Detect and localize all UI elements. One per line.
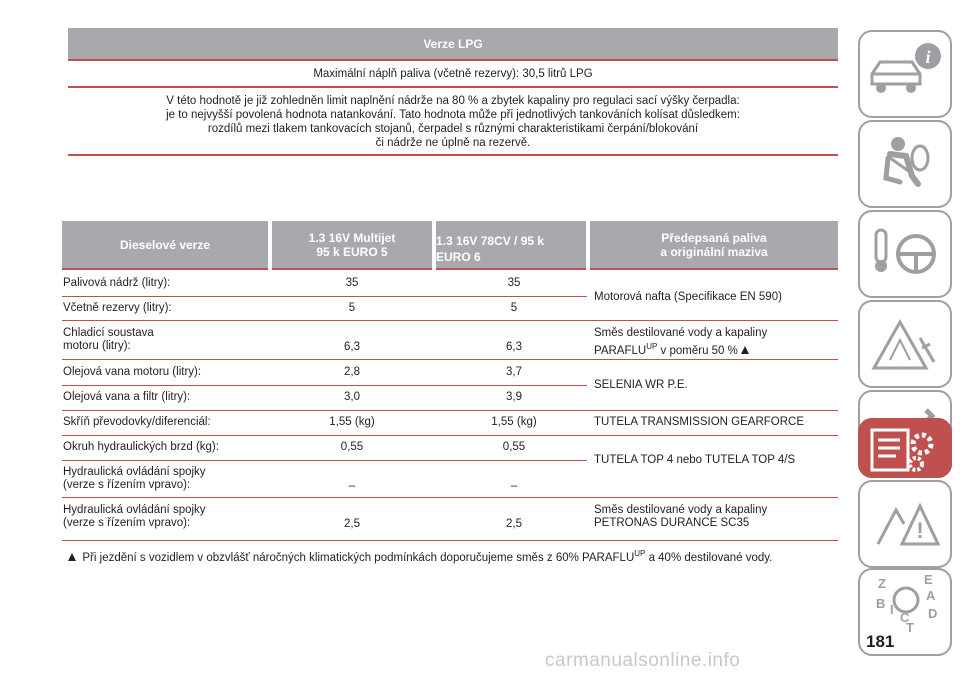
product-text: PARAFLU (594, 344, 647, 357)
row-label: Olejová vana a filtr (litry): (63, 391, 191, 403)
lpg-header: Verze LPG (68, 28, 838, 61)
row-value-euro6: 3,7 (506, 366, 522, 378)
lpg-note-line: V této hodnotě je již zohledněn limit naplnění nádrže na 80 % a zbytek kapaliny pro regulaci sací výšky čerpadla: (166, 95, 740, 107)
product-clutch (594, 504, 767, 530)
superscript: UP (634, 549, 646, 558)
row-divider (62, 497, 838, 498)
lpg-note-line: rozdílů mezi tlakem tankovacích stojanů, čerpadel s různými charakteristikami čerpání/blokování (207, 123, 699, 135)
car-info-icon[interactable] (858, 30, 952, 118)
index-letter: Z (878, 576, 886, 591)
row-label: Včetně rezervy (litry): (63, 302, 172, 314)
product-line: Směs destilované vody a kapaliny (594, 504, 768, 516)
index-letter: T (906, 620, 914, 635)
row-divider (62, 359, 838, 360)
row-divider (62, 540, 838, 541)
header-line: 95 k EURO 5 (316, 244, 388, 259)
row-value-euro6: 6,3 (506, 341, 522, 353)
row-value-multijet: 3,0 (344, 391, 360, 403)
row-divider (62, 385, 587, 386)
superscript: UP (646, 342, 658, 351)
row-value-multijet: – (348, 480, 356, 492)
row-value-multijet: 6,3 (344, 341, 360, 353)
row-label: Palivová nádrž (litry): (63, 277, 171, 289)
footnote-text: a 40% destilované vody. (645, 551, 773, 564)
row-divider (62, 320, 838, 321)
footnote-text: Při jezdění s vozidlem v obzvlášť náročných klimatických podmínkách doporučujeme směs z 60% PARAFLU (82, 551, 635, 564)
label-line: (verze s řízením vpravo): (63, 479, 191, 491)
svg-text:!: ! (916, 518, 924, 543)
row-value-euro6: 1,55 (kg) (491, 416, 537, 428)
warning-road-icon[interactable] (858, 300, 952, 388)
row-value-multijet: 2,8 (344, 366, 360, 378)
row-value-multijet: 2,5 (344, 518, 360, 530)
row-label: Skříň převodovky/diferenciál: (63, 416, 211, 428)
page-number: 181 (866, 632, 895, 651)
index-letter: E (924, 572, 933, 587)
dashboard-steering-icon[interactable] (858, 210, 952, 298)
row-value-multijet: 35 (345, 277, 359, 289)
row-value-multijet: 1,55 (kg) (329, 416, 375, 428)
row-label: Okruh hydraulických brzd (kg): (63, 441, 219, 453)
lpg-note-line: je to nejvyšší povolená hodnota natankování. Tato hodnota může při jednotlivých tankováních kolísat důsledkem: (166, 109, 740, 121)
product-brake: TUTELA TOP 4 nebo TUTELA TOP 4/S (594, 454, 796, 466)
index-letter: A (926, 588, 936, 603)
lpg-note-line: či nádrže ne úplně na rezervě. (375, 137, 531, 149)
row-label (63, 327, 154, 353)
row-divider (62, 435, 838, 436)
row-value-euro6: 35 (507, 277, 521, 289)
footnote (68, 549, 772, 564)
label-line: Hydraulická ovládání spojky (63, 466, 206, 478)
diesel-header-multijet (272, 221, 432, 270)
row-label (63, 466, 206, 492)
warning-triangle-icon (741, 346, 749, 354)
label-line: motoru (litry): (63, 340, 131, 352)
specifications-gear-icon[interactable] (858, 418, 952, 478)
product-oil: SELENIA WR P.E. (594, 379, 688, 391)
lpg-capacity-row: Maximální náplň paliva (včetně rezervy): 30,5 litrů LPG (68, 62, 838, 88)
row-value-euro6: 2,5 (506, 518, 522, 530)
row-divider (62, 296, 587, 297)
product-fuel: Motorová nafta (Specifikace EN 590) (594, 291, 782, 303)
product-text: v poměru 50 % (657, 344, 738, 357)
row-value-euro6: 0,55 (502, 441, 526, 453)
header-line: EURO 6 (436, 249, 481, 264)
svg-text:i: i (925, 47, 931, 67)
header-line: a originální maziva (660, 244, 768, 259)
product-line: Směs destilované vody a kapaliny (594, 327, 768, 339)
diesel-header-euro6 (436, 221, 586, 270)
watermark: carmanualsonline.info (545, 650, 741, 671)
header-line: 1.3 16V Multijet (308, 230, 396, 245)
index-letter: C (900, 610, 910, 625)
index-letter: D (928, 606, 938, 621)
product-line (594, 340, 767, 358)
diesel-header-versions: Dieselové verze (62, 221, 268, 270)
label-line: Chladicí soustava (63, 327, 154, 339)
product-gear: TUTELA TRANSMISSION GEARFORCE (594, 416, 805, 428)
diesel-header-fluids (590, 221, 838, 270)
row-value-multijet: 0,55 (340, 441, 364, 453)
row-value-euro6: – (510, 480, 518, 492)
emergency-warning-icon[interactable] (858, 480, 952, 568)
label-line: Hydraulická ovládání spojky (63, 504, 206, 516)
product-line: PETRONAS DURANCE SC35 (594, 517, 750, 529)
row-value-euro6: 3,9 (506, 391, 522, 403)
row-label: Olejová vana motoru (litry): (63, 366, 202, 378)
warning-triangle-icon (68, 553, 76, 561)
row-label (63, 504, 206, 530)
airbag-icon[interactable] (858, 120, 952, 208)
index-letter: B (876, 596, 886, 611)
header-line: 1.3 16V 78CV / 95 k (436, 233, 545, 248)
product-coolant (594, 327, 767, 358)
label-line: (verze s řízením vpravo): (63, 517, 191, 529)
row-value-multijet: 5 (348, 302, 356, 314)
index-letter: I (890, 602, 894, 617)
row-divider (62, 460, 587, 461)
lpg-note (68, 90, 838, 156)
header-line: Předepsaná paliva (661, 230, 767, 245)
row-value-euro6: 5 (510, 302, 518, 314)
row-divider (62, 410, 838, 411)
magnifier-icon (894, 588, 918, 612)
